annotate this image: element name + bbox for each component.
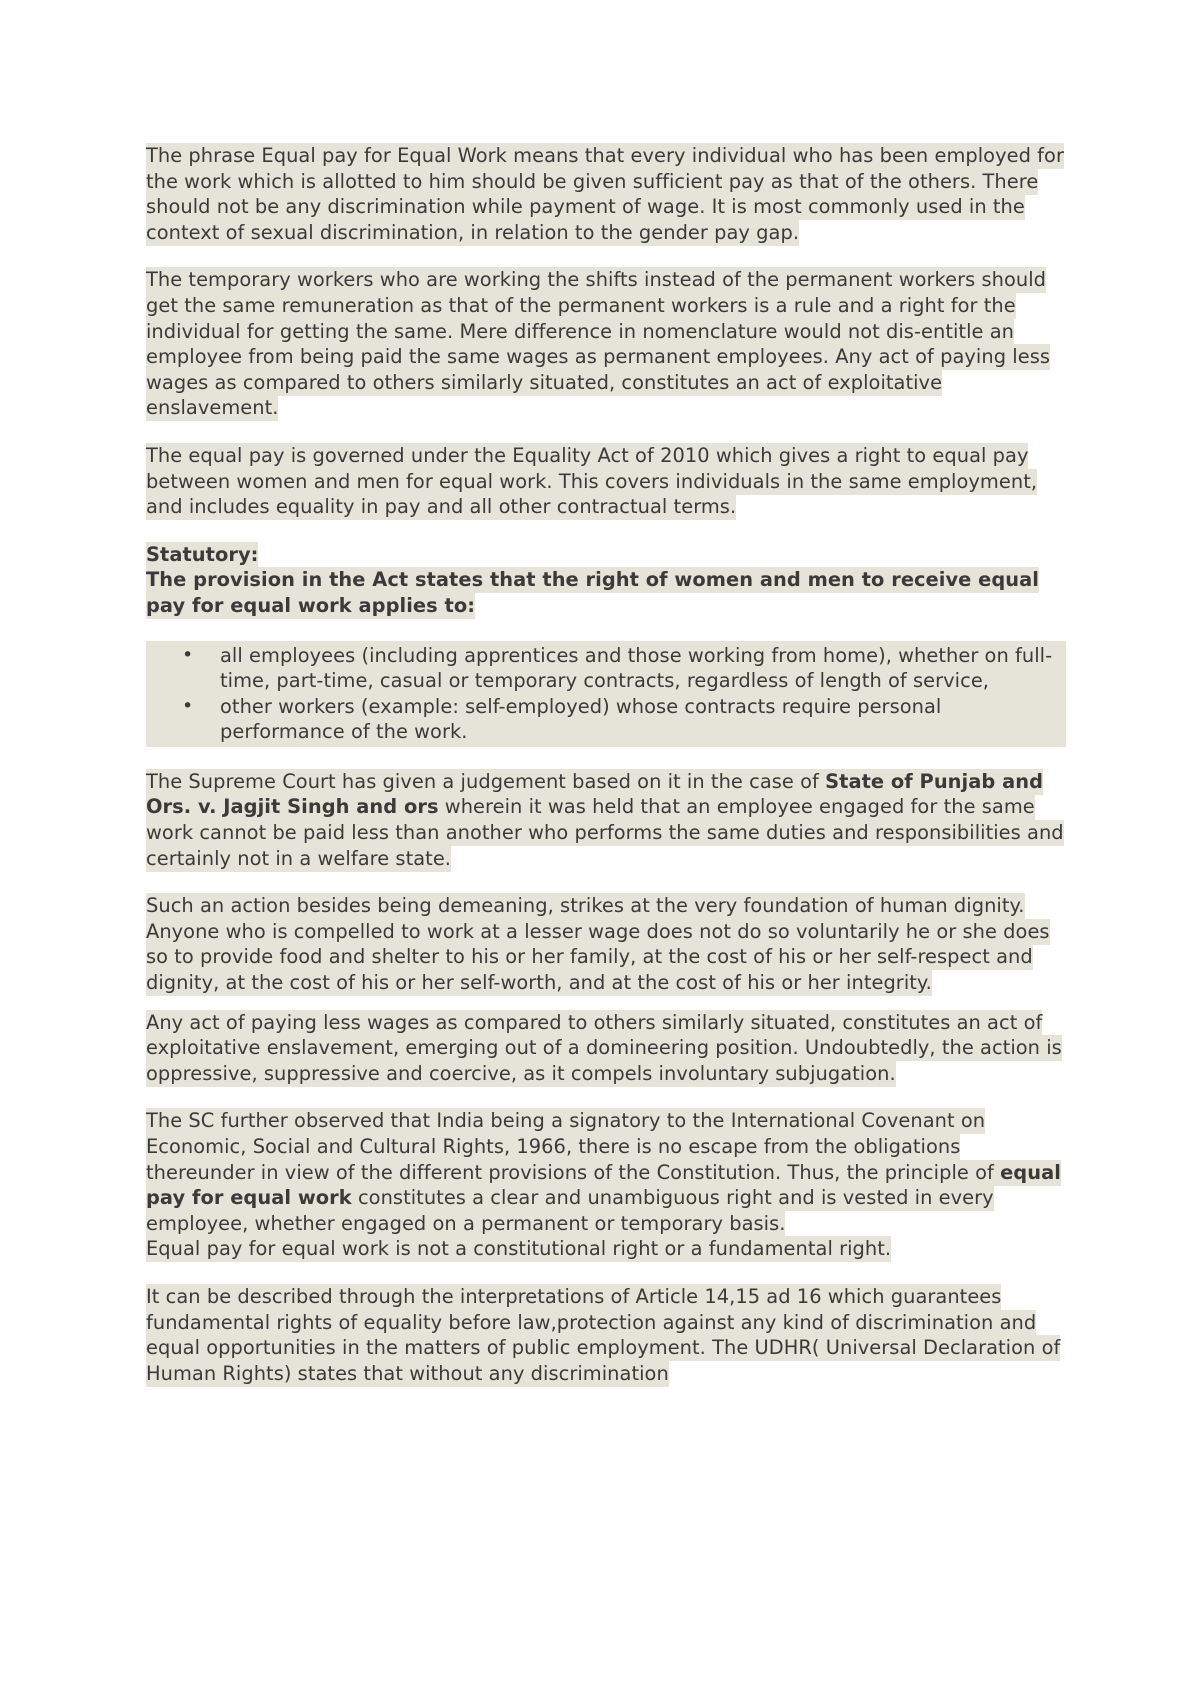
paragraph-equal-pay-definition xyxy=(146,143,1066,245)
paragraph-text: Any act of paying less wages as compared to others similarly situated, constitutes an act of exploitative enslavement, emerging out of a domineering position. Undoubtedly, the action is oppressive, suppressive and coercive, as it compels involuntary subjugation. xyxy=(146,1010,1062,1085)
paragraph-text: Equal pay for equal work is not a constitutional right or a fundamental right. xyxy=(146,1237,892,1261)
statutory-section-heading xyxy=(146,542,1066,619)
statutory-bullet-list xyxy=(146,641,1066,747)
case-name: State of Punjab and Ors. v. Jagjit Singh and ors xyxy=(146,769,1044,819)
document-body xyxy=(146,143,1066,1408)
paragraph-exploitative-enslavement xyxy=(146,1010,1066,1087)
paragraph-not-constitutional-right xyxy=(146,1236,1066,1262)
paragraph-text-part: wherein it was held that an employee engaged for the same work cannot be paid less than another who performs the same duties and responsibilities and certainly not in a welfare state. xyxy=(146,795,1064,870)
statutory-subheading: The provision in the Act states that the right of women and men to receive equal pay for equal work applies to: xyxy=(146,568,1039,617)
paragraph-supreme-court-judgement xyxy=(146,769,1066,871)
list-item-text: other workers (example: self-employed) whose contracts require personal performance of the work. xyxy=(220,694,942,744)
paragraph-international-covenant xyxy=(146,1108,1066,1236)
paragraph-text: The equal pay is governed under the Equality Act of 2010 which gives a right to equal pay between women and men for equal work. This covers individuals in the same employment, and includes equality in pay and all other contractual terms. xyxy=(146,443,1038,519)
paragraph-human-dignity xyxy=(146,893,1066,995)
paragraph-text-part: constitutes a clear and unambiguous right and is vested in every employee, whether engaged on a permanent or temporary basis. xyxy=(146,1186,994,1235)
bullet-icon: • xyxy=(182,643,194,666)
list-item-text: all employees (including apprentices and those working from home), whether on full-time, part-time, casual or temporary contracts, regardless of length of service, xyxy=(220,643,1053,693)
list-item xyxy=(146,643,1066,694)
principle-name: equal pay for equal work xyxy=(146,1160,1061,1210)
paragraph-text xyxy=(146,769,1064,872)
paragraph-temporary-workers xyxy=(146,267,1066,421)
paragraph-text: The temporary workers who are working the shifts instead of the permanent workers should get the same remuneration as that of the permanent workers is a rule and a right for the individual for getting the same. Mere difference in nomenclature would not dis-entitle an employee from being paid the same wages as permanent employees. Any act of paying less wages as compared to others similarly situated, constitutes an act of exploitative enslavement. xyxy=(146,268,1051,420)
paragraph-text-part: The Supreme Court has given a judgement based on it in the case of xyxy=(146,769,826,793)
bullet-icon: • xyxy=(182,694,194,717)
paragraph-text-part: The SC further observed that India being a signatory to the International Covenant on Economic, Social and Cultural Rights, 1966, there is no escape from the obligations thereunder in view of the different provisions of the Constitution. Thus, the principle of xyxy=(146,1109,1001,1184)
paragraph-text: The phrase Equal pay for Equal Work means that every individual who has been employed for the work which is allotted to him should be given sufficient pay as that of the others. There should not be any discrimination while payment of wage. It is most commonly used in the context of sexual discrimination, in relation to the gender pay gap. xyxy=(146,144,1064,244)
paragraph-text: It can be described through the interpretations of Article 14,15 ad 16 which guarantees fundamental rights of equality before law,protection against any kind of discrimination and equal opportunities in the matters of public employment. The UDHR( Universal Declaration of Human Rights) states that without any discrimination xyxy=(146,1284,1061,1385)
paragraph-text xyxy=(146,1108,1061,1236)
paragraph-text: Such an action besides being demeaning, strikes at the very foundation of human dignity. Anyone who is compelled to work at a lesser wage does not do so voluntarily he or she does so to provide food and shelter to his or her family, at the cost of his or her self-respect and dignity, at the cost of his or her self-worth, and at the cost of his or her integrity. xyxy=(146,894,1050,995)
statutory-heading: Statutory: xyxy=(146,542,259,566)
list-item xyxy=(146,694,1066,745)
paragraph-article-interpretations xyxy=(146,1284,1066,1386)
paragraph-equality-act xyxy=(146,443,1066,520)
